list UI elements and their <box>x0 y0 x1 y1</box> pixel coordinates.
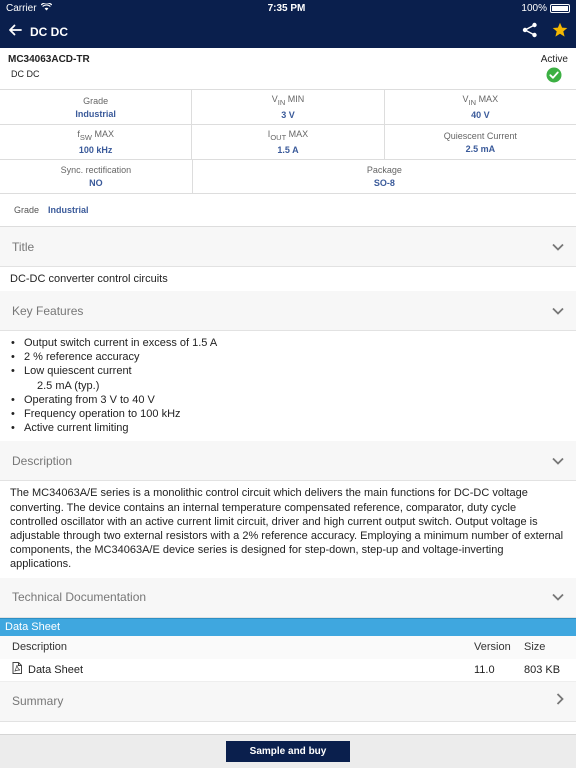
spec-quiescent-current <box>385 125 576 159</box>
datasheet-version: 11.0 <box>474 663 495 676</box>
section-header-technical-documentation[interactable] <box>0 578 576 618</box>
spec-value: Industrial <box>75 108 116 119</box>
section-header-label: Technical Documentation <box>12 590 147 605</box>
chevron-right-icon <box>556 692 564 710</box>
section-header-label: Key Features <box>12 303 84 318</box>
spec-label: $I_{OUT}$ MAX <box>267 129 309 142</box>
datasheet-size: 803 KB <box>524 663 561 676</box>
status-time: 7:35 PM <box>267 2 306 14</box>
spec-row <box>0 160 576 193</box>
spec-fsw-max <box>0 125 192 159</box>
spec-package <box>193 160 576 193</box>
pdf-icon <box>12 662 22 677</box>
part-header <box>0 48 576 90</box>
part-number: MC34063ACD-TR <box>8 54 90 65</box>
column-header-description: Description <box>12 641 68 654</box>
title-content: DC-DC converter control circuits <box>10 273 168 285</box>
spec-label: Package <box>366 165 402 175</box>
spec-label: $V_{IN}$ MIN <box>271 94 305 107</box>
spec-value: 40 V <box>471 109 490 120</box>
spec-sync-rectification <box>0 160 193 193</box>
spec-row <box>0 90 576 125</box>
part-category: DC DC <box>11 69 40 79</box>
spec-iout-max <box>192 125 384 159</box>
section-header-description[interactable] <box>0 441 576 481</box>
datasheet-table-header <box>0 636 576 659</box>
spec-label: Quiescent Current <box>443 130 517 141</box>
chevron-down-icon <box>552 588 564 606</box>
description-text: The MC34063A/E series is a monolithic control circuit which delivers the main functions for DC-DC voltage converting. The device contains an internal temperature compensated reference, comparator, duty cycle controlled oscillator with an active current limit circuit, driver and high current output switch. Output voltage is adjustable through two external resistors with a 2% reference accuracy. Employing a minimum number of external components, the MC34063A/E device series is designed for step-down, step-up and voltage-inverting applications. <box>10 487 564 571</box>
chevron-down-icon <box>552 302 564 320</box>
status-bar <box>0 0 576 16</box>
key-features-list <box>0 331 576 441</box>
column-header-size: Size <box>524 641 546 654</box>
table-row[interactable] <box>0 659 576 682</box>
status-label: Active <box>540 54 568 65</box>
section-header-label: Title <box>12 239 35 254</box>
spec-grade <box>0 90 192 124</box>
spec-grid <box>0 90 576 194</box>
spec-value: NO <box>89 178 103 188</box>
spec-label: $f_{SW}$ MAX <box>77 129 114 142</box>
section-header-summary[interactable] <box>0 682 576 722</box>
spec-label: Grade <box>83 95 109 106</box>
battery-percent: 100% <box>521 2 547 14</box>
sample-and-buy-button[interactable]: Sample and buy <box>226 741 351 762</box>
share-icon[interactable] <box>522 22 538 43</box>
carrier-label: Carrier <box>6 2 37 14</box>
section-header-key-features[interactable] <box>0 291 576 331</box>
chevron-down-icon <box>552 452 564 470</box>
section-header-label: Description <box>12 453 73 468</box>
list-item: • Low quiescent current <box>10 364 566 378</box>
column-header-version: Version <box>474 641 511 654</box>
list-item: • Active current limiting <box>10 421 566 435</box>
status-indicator <box>541 54 568 89</box>
list-item: • 2 % reference accuracy <box>10 350 566 364</box>
datasheet-header: Data Sheet <box>0 618 576 636</box>
nav-title: DC DC <box>30 25 68 39</box>
back-arrow-icon[interactable] <box>8 23 22 41</box>
spec-vin-max <box>385 90 576 124</box>
checkmark-icon <box>546 67 562 88</box>
spec-label: $V_{IN}$ MAX <box>462 94 499 107</box>
list-item: • Frequency operation to 100 kHz <box>10 407 566 421</box>
grade-value: Industrial <box>48 205 89 215</box>
nav-bar <box>0 16 576 48</box>
spec-value: 1.5 A <box>277 144 299 155</box>
grade-label: Grade <box>14 205 40 215</box>
spec-value: 3 V <box>281 109 295 120</box>
favorite-star-icon[interactable] <box>552 22 568 43</box>
spec-label: Sync. rectification <box>60 165 132 175</box>
datasheet-title: Data Sheet <box>28 663 84 676</box>
spec-vin-min <box>192 90 384 124</box>
spec-row <box>0 125 576 160</box>
list-item: • Output switch current in excess of 1.5 A <box>10 336 566 350</box>
spec-value: SO-8 <box>373 178 395 188</box>
spec-value: 100 kHz <box>78 144 113 155</box>
battery-icon <box>550 4 570 13</box>
spec-value: 2.5 mA <box>465 143 496 154</box>
datasheet-description-cell <box>12 662 474 677</box>
section-header-title[interactable] <box>0 227 576 267</box>
list-item: • Operating from 3 V to 40 V <box>10 393 566 407</box>
grade-line <box>0 194 576 227</box>
chevron-down-icon <box>552 238 564 256</box>
list-item: 2.5 mA (typ.) <box>37 379 100 392</box>
wifi-icon <box>41 3 52 14</box>
section-header-label: Summary <box>12 694 64 709</box>
bottom-bar <box>0 734 576 768</box>
